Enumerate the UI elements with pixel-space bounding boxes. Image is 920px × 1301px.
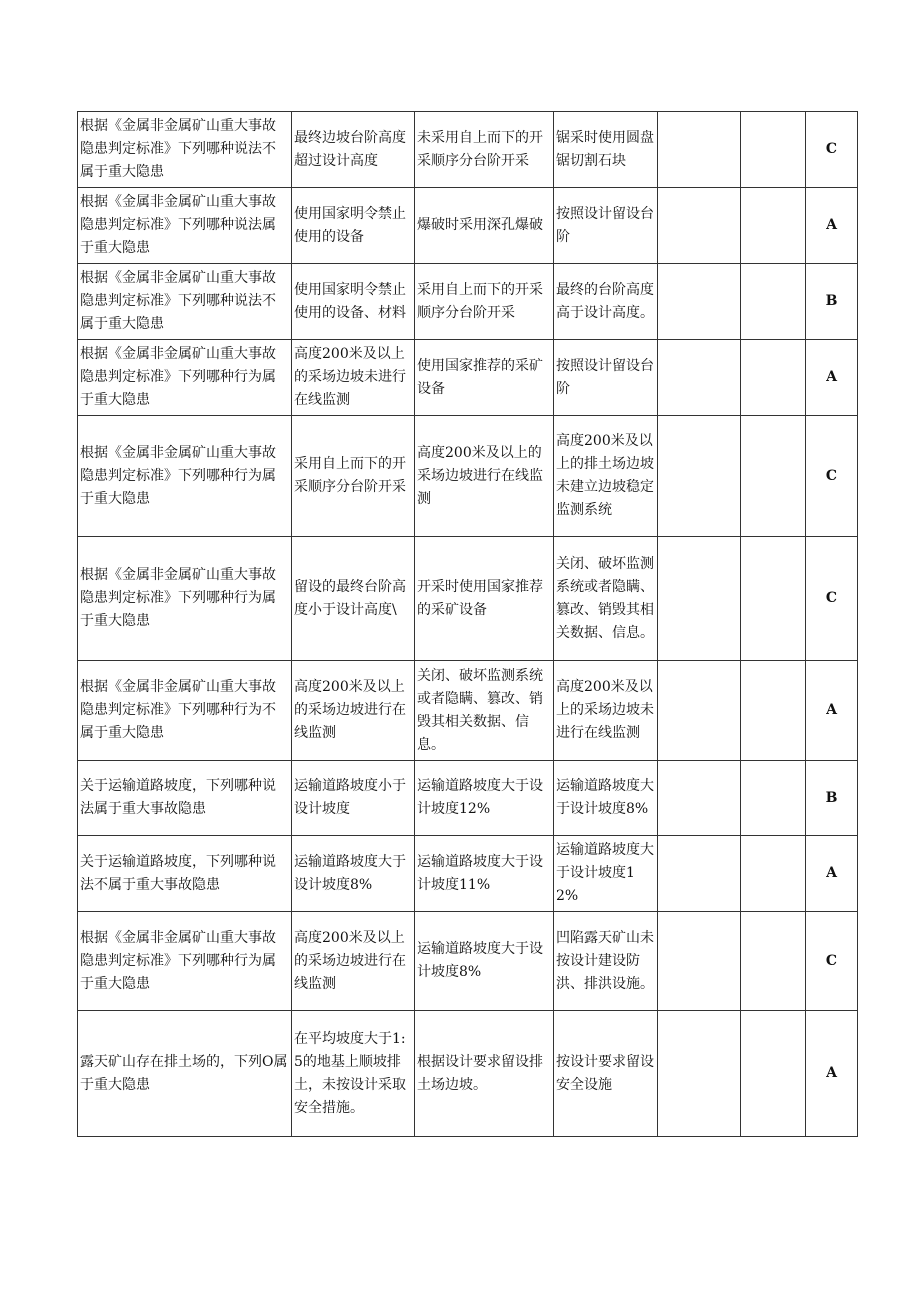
empty-cell	[741, 340, 806, 416]
empty-cell	[658, 761, 741, 836]
empty-cell	[741, 1011, 806, 1137]
option-c-cell: 关闭、破坏监测系统或者隐瞒、篡改、销毁其相关数据、信息。	[554, 537, 658, 661]
option-c-cell: 运输道路坡度大于设计坡度12%	[554, 836, 658, 912]
option-a-cell: 高度200米及以上的采场边坡进行在线监测	[292, 912, 415, 1011]
answer-cell: C	[806, 912, 858, 1011]
option-b-cell: 开采时使用国家推荐的采矿设备	[415, 537, 554, 661]
question-cell: 根据《金属非金属矿山重大事故隐患判定标准》下列哪种说法不属于重大隐患	[78, 264, 292, 340]
option-a-cell: 留设的最终台阶高度小于设计高度\	[292, 537, 415, 661]
option-a-cell: 在平均坡度大于1:5的地基上顺坡排土，未按设计采取安全措施。	[292, 1011, 415, 1137]
option-c-cell: 按照设计留设台阶	[554, 340, 658, 416]
option-b-cell: 采用自上而下的开采顺序分台阶开采	[415, 264, 554, 340]
answer-cell: A	[806, 836, 858, 912]
empty-cell	[658, 836, 741, 912]
option-c-cell: 按照设计留设台阶	[554, 188, 658, 264]
empty-cell	[658, 340, 741, 416]
answer-cell: A	[806, 1011, 858, 1137]
answer-cell: A	[806, 188, 858, 264]
empty-cell	[658, 264, 741, 340]
empty-cell	[658, 112, 741, 188]
table-row	[78, 912, 858, 1011]
table-row	[78, 188, 858, 264]
question-cell: 根据《金属非金属矿山重大事故隐患判定标准》下列哪种说法属于重大隐患	[78, 188, 292, 264]
table-row	[78, 836, 858, 912]
question-cell: 关于运输道路坡度，下列哪种说法属于重大事故隐患	[78, 761, 292, 836]
empty-cell	[658, 912, 741, 1011]
question-cell: 根据《金属非金属矿山重大事故隐患判定标准》下列哪种行为属于重大隐患	[78, 416, 292, 537]
table-row	[78, 416, 858, 537]
empty-cell	[658, 661, 741, 761]
empty-cell	[741, 112, 806, 188]
option-a-cell: 运输道路坡度大于设计坡度8%	[292, 836, 415, 912]
answer-cell: B	[806, 264, 858, 340]
option-c-cell: 凹陷露天矿山未按设计建设防洪、排洪设施。	[554, 912, 658, 1011]
option-c-cell: 高度200米及以上的排土场边坡未建立边坡稳定监测系统	[554, 416, 658, 537]
answer-cell: A	[806, 661, 858, 761]
option-a-cell: 使用国家明令禁止使用的设备	[292, 188, 415, 264]
question-cell: 关于运输道路坡度，下列哪种说法不属于重大事故隐患	[78, 836, 292, 912]
option-c-cell: 高度200米及以上的采场边坡未进行在线监测	[554, 661, 658, 761]
option-c-cell: 锯采时使用圆盘锯切割石块	[554, 112, 658, 188]
option-c-cell: 按设计要求留设安全设施	[554, 1011, 658, 1137]
question-cell: 根据《金属非金属矿山重大事故隐患判定标准》下列哪种行为不属于重大隐患	[78, 661, 292, 761]
table-row	[78, 761, 858, 836]
option-c-cell: 最终的台阶高度高于设计高度。	[554, 264, 658, 340]
option-a-cell: 最终边坡台阶高度超过设计高度	[292, 112, 415, 188]
answer-cell: A	[806, 340, 858, 416]
option-c-cell: 运输道路坡度大于设计坡度8%	[554, 761, 658, 836]
question-cell: 根据《金属非金属矿山重大事故隐患判定标准》下列哪种行为属于重大隐患	[78, 912, 292, 1011]
table-row	[78, 340, 858, 416]
option-b-cell: 运输道路坡度大于设计坡度8%	[415, 912, 554, 1011]
question-table	[77, 111, 858, 1137]
answer-cell: C	[806, 537, 858, 661]
empty-cell	[741, 188, 806, 264]
question-cell: 根据《金属非金属矿山重大事故隐患判定标准》下列哪种说法不属于重大隐患	[78, 112, 292, 188]
option-b-cell: 关闭、破坏监测系统或者隐瞒、篡改、销毁其相关数据、信息。	[415, 661, 554, 761]
option-a-cell: 采用自上而下的开采顺序分台阶开采	[292, 416, 415, 537]
option-a-cell: 使用国家明令禁止使用的设备、材料	[292, 264, 415, 340]
empty-cell	[658, 416, 741, 537]
answer-cell: B	[806, 761, 858, 836]
option-b-cell: 高度200米及以上的采场边坡进行在线监测	[415, 416, 554, 537]
table-row	[78, 112, 858, 188]
empty-cell	[741, 537, 806, 661]
option-b-cell: 爆破时采用深孔爆破	[415, 188, 554, 264]
empty-cell	[741, 912, 806, 1011]
empty-cell	[741, 661, 806, 761]
empty-cell	[658, 188, 741, 264]
option-b-cell: 未采用自上而下的开采顺序分台阶开采	[415, 112, 554, 188]
empty-cell	[658, 1011, 741, 1137]
option-a-cell: 高度200米及以上的采场边坡未进行在线监测	[292, 340, 415, 416]
table-row	[78, 1011, 858, 1137]
table-row	[78, 661, 858, 761]
question-cell: 根据《金属非金属矿山重大事故隐患判定标准》下列哪种行为属于重大隐患	[78, 340, 292, 416]
question-cell: 根据《金属非金属矿山重大事故隐患判定标准》下列哪种行为属于重大隐患	[78, 537, 292, 661]
table-row	[78, 264, 858, 340]
option-b-cell: 根据设计要求留设排土场边坡。	[415, 1011, 554, 1137]
option-a-cell: 运输道路坡度小于设计坡度	[292, 761, 415, 836]
empty-cell	[741, 264, 806, 340]
answer-cell: C	[806, 416, 858, 537]
question-cell: 露天矿山存在排土场的，下列O属于重大隐患	[78, 1011, 292, 1137]
answer-cell: C	[806, 112, 858, 188]
empty-cell	[741, 416, 806, 537]
empty-cell	[658, 537, 741, 661]
option-b-cell: 使用国家推荐的采矿设备	[415, 340, 554, 416]
empty-cell	[741, 836, 806, 912]
empty-cell	[741, 761, 806, 836]
option-b-cell: 运输道路坡度大于设计坡度11%	[415, 836, 554, 912]
option-b-cell: 运输道路坡度大于设计坡度12%	[415, 761, 554, 836]
table-row	[78, 537, 858, 661]
option-a-cell: 高度200米及以上的采场边坡进行在线监测	[292, 661, 415, 761]
